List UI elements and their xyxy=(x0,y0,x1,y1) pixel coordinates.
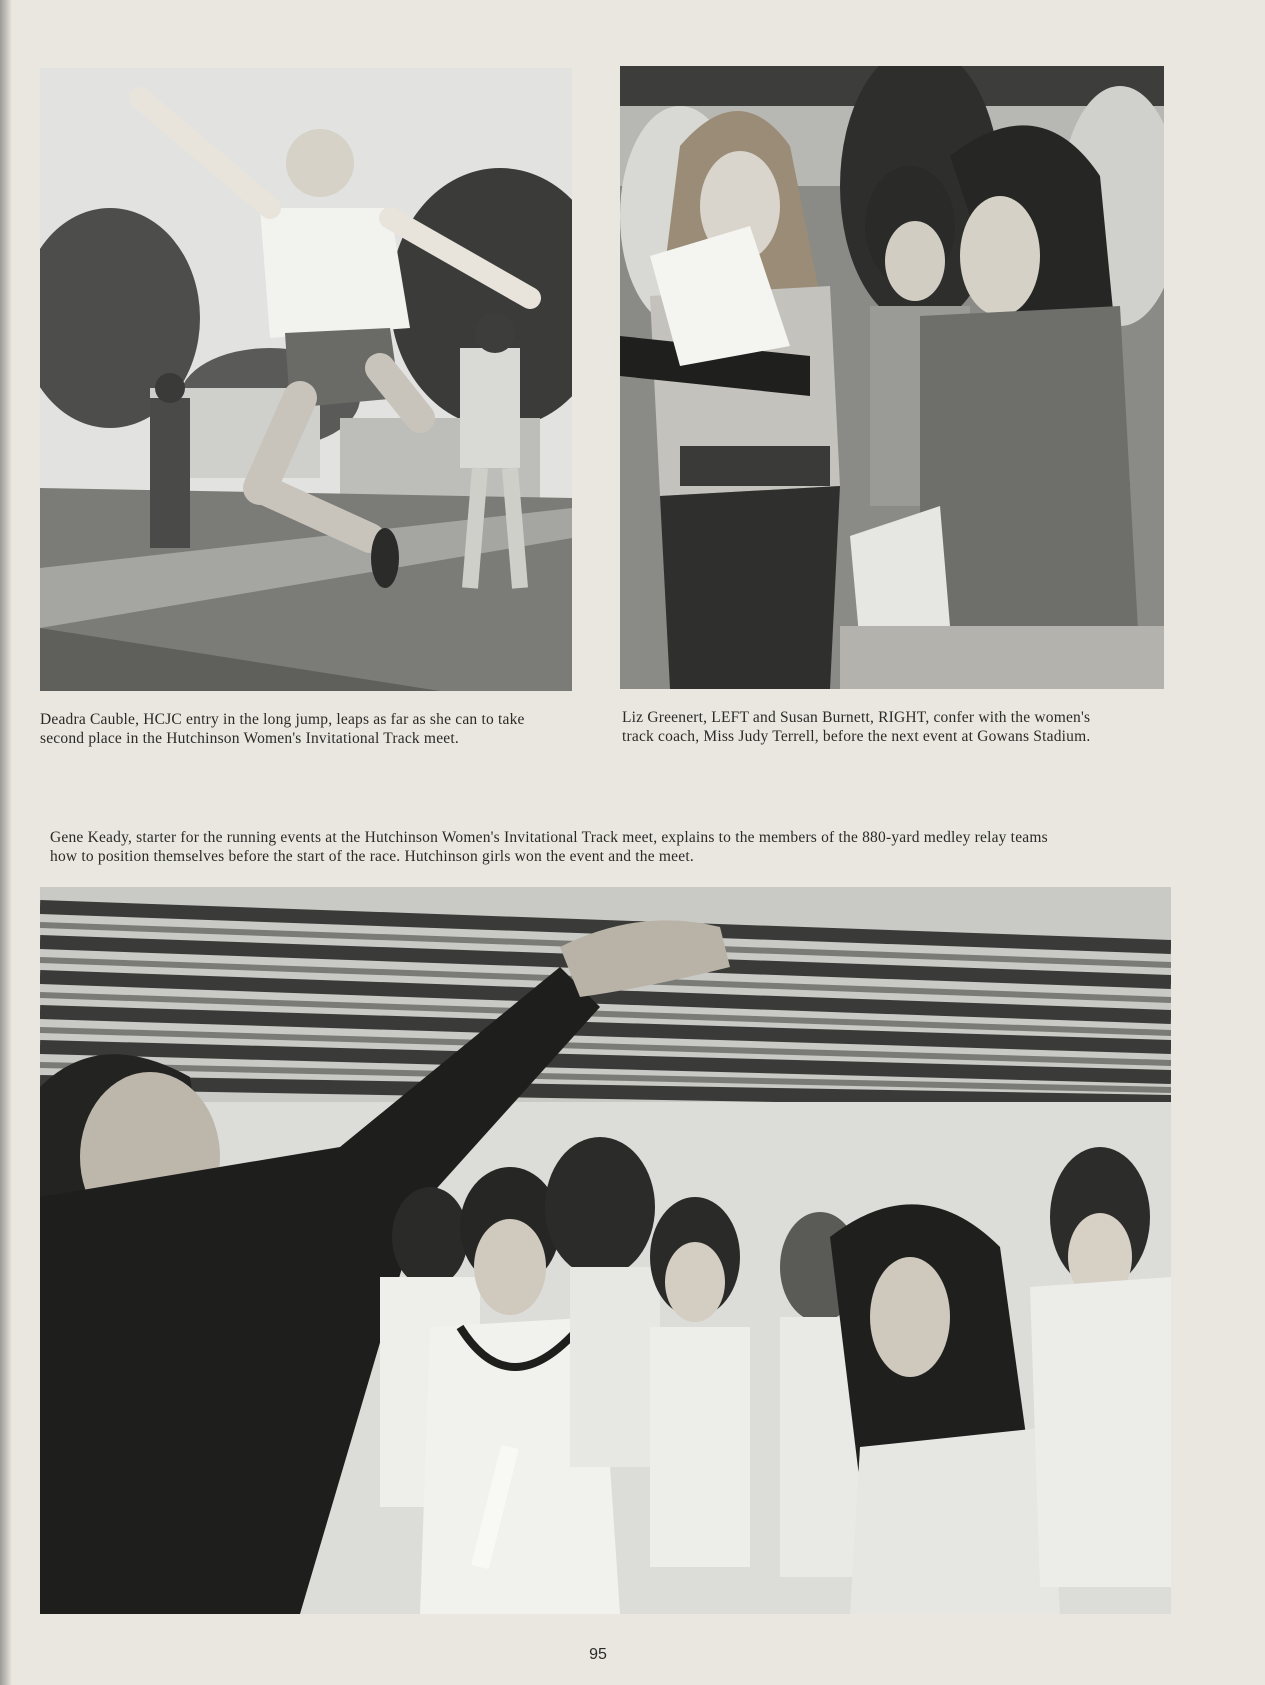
long-jump-photo xyxy=(40,68,572,691)
relay-instructions-photo xyxy=(40,887,1171,1614)
long-jump-caption-line-2: second place in the Hutchinson Women's Invitational Track meet. xyxy=(40,730,459,747)
coach-conference-photo xyxy=(620,66,1164,689)
page-number: 95 xyxy=(589,1646,607,1663)
long-jump-caption xyxy=(40,710,580,748)
coach-conference-caption-line-1: Liz Greenert, LEFT and Susan Burnett, RIGHT, confer with the women's xyxy=(622,709,1091,726)
page-binding-edge xyxy=(0,0,12,1685)
coach-conference-caption-line-2: track coach, Miss Judy Terrell, before the next event at Gowans Stadium. xyxy=(622,728,1091,745)
relay-caption-line-1: Gene Keady, starter for the running events at the Hutchinson Women's Invitational Track meet, explains to the members of the 880-yard medley relay teams xyxy=(50,829,1048,846)
long-jump-caption-line-1: Deadra Cauble, HCJC entry in the long jump, leaps as far as she can to take xyxy=(40,711,525,728)
relay-caption-line-2: how to position themselves before the start of the race. Hutchinson girls won the event and the meet. xyxy=(50,848,694,865)
relay-caption xyxy=(50,828,1170,866)
coach-conference-caption xyxy=(622,708,1172,746)
